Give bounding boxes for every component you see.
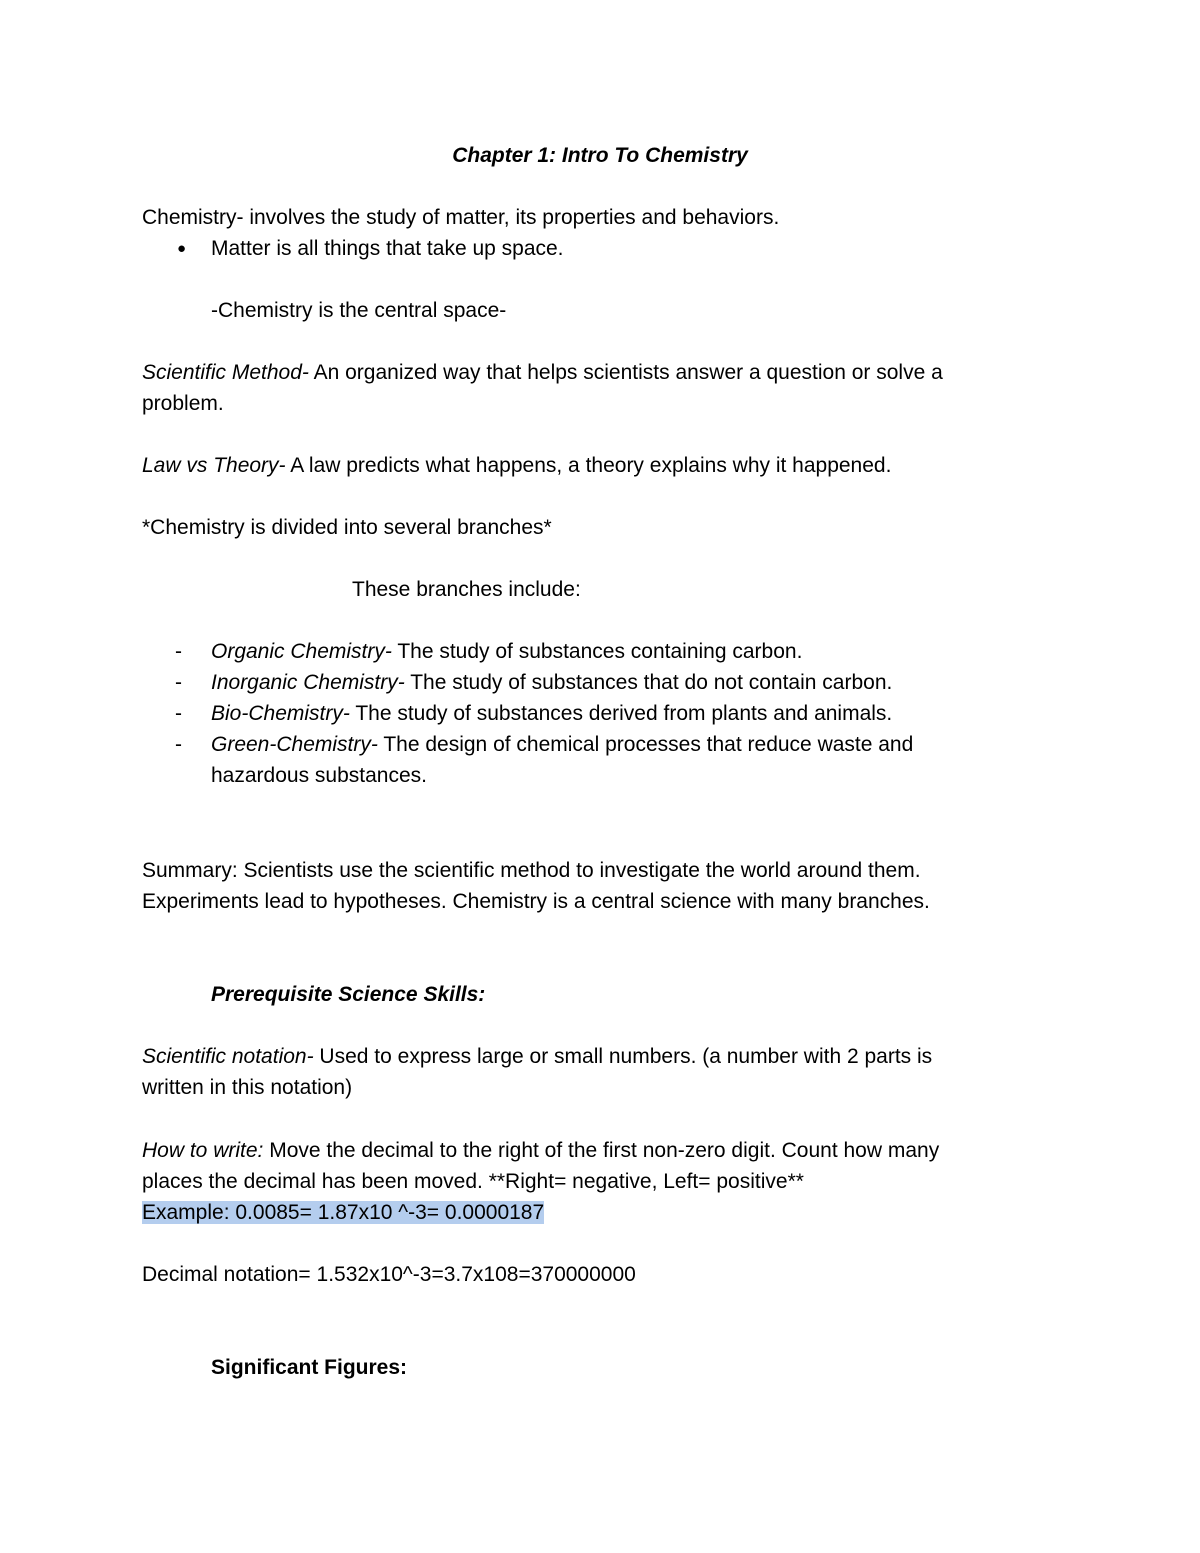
branch-text: The study of substances containing carbon. xyxy=(391,640,803,663)
law-vs-theory-term: Law vs Theory- xyxy=(142,454,286,477)
list-item xyxy=(211,667,892,698)
branch-text: The study of substances derived from plants and animals. xyxy=(349,702,893,725)
prerequisite-heading: Prerequisite Science Skills: xyxy=(211,983,486,1006)
how-to-write-text: Move the decimal to the right of the first non-zero digit. Count how many xyxy=(263,1139,940,1162)
chemistry-definition: Chemistry- involves the study of matter, its properties and behaviors. xyxy=(142,206,780,229)
list-item xyxy=(211,698,892,729)
sci-notation-line1 xyxy=(142,1041,932,1072)
scientific-method-term: Scientific Method- xyxy=(142,361,309,384)
matter-bullet-text: Matter is all things that take up space. xyxy=(211,237,564,260)
summary-line2: Experiments lead to hypotheses. Chemistry is a central science with many branches. xyxy=(142,890,930,913)
law-vs-theory xyxy=(142,450,891,481)
bullet-dot-icon: ● xyxy=(177,240,187,257)
page-title: Chapter 1: Intro To Chemistry xyxy=(452,144,748,167)
branches-intro: These branches include: xyxy=(352,578,581,601)
decimal-notation: Decimal notation= 1.532x10^-3=3.7x108=370000000 xyxy=(142,1263,636,1286)
dash-marker: - xyxy=(175,671,182,694)
example-line xyxy=(142,1197,544,1228)
dash-marker: - xyxy=(175,702,182,725)
branch-text: The design of chemical processes that reduce waste and xyxy=(377,733,914,756)
scientific-method-line1 xyxy=(142,357,943,388)
highlighted-example: Example: 0.0085= 1.87x10 ^-3= 0.0000187 xyxy=(142,1201,545,1224)
sci-notation-term: Scientific notation- xyxy=(142,1045,314,1068)
sci-notation-line2: written in this notation) xyxy=(142,1076,353,1099)
branch-text: The study of substances that do not contain carbon. xyxy=(404,671,893,694)
scientific-method-text: An organized way that helps scientists answer a question or solve a xyxy=(308,361,943,384)
law-vs-theory-text: A law predicts what happens, a theory explains why it happened. xyxy=(285,454,892,477)
how-to-write-line2: places the decimal has been moved. **Right= negative, Left= positive** xyxy=(142,1170,804,1193)
list-item xyxy=(211,636,802,667)
summary-line1: Summary: Scientists use the scientific method to investigate the world around them. xyxy=(142,859,921,882)
how-to-write-line1 xyxy=(142,1135,939,1166)
dash-marker: - xyxy=(175,733,182,756)
branches-note: *Chemistry is divided into several branches* xyxy=(142,516,552,539)
central-space-note: -Chemistry is the central space- xyxy=(211,299,507,322)
scientific-method-line2: problem. xyxy=(142,392,224,415)
list-item-continuation: hazardous substances. xyxy=(211,764,427,787)
branch-term: Bio-Chemistry- xyxy=(211,702,350,725)
list-item xyxy=(211,729,913,760)
sci-notation-text: Used to express large or small numbers. (a number with 2 parts is xyxy=(313,1045,933,1068)
how-to-write-term: How to write: xyxy=(142,1139,264,1162)
branch-term: Organic Chemistry- xyxy=(211,640,392,663)
significant-figures-heading: Significant Figures: xyxy=(211,1356,408,1379)
dash-marker: - xyxy=(175,640,182,663)
branch-term: Inorganic Chemistry- xyxy=(211,671,405,694)
branch-term: Green-Chemistry- xyxy=(211,733,378,756)
